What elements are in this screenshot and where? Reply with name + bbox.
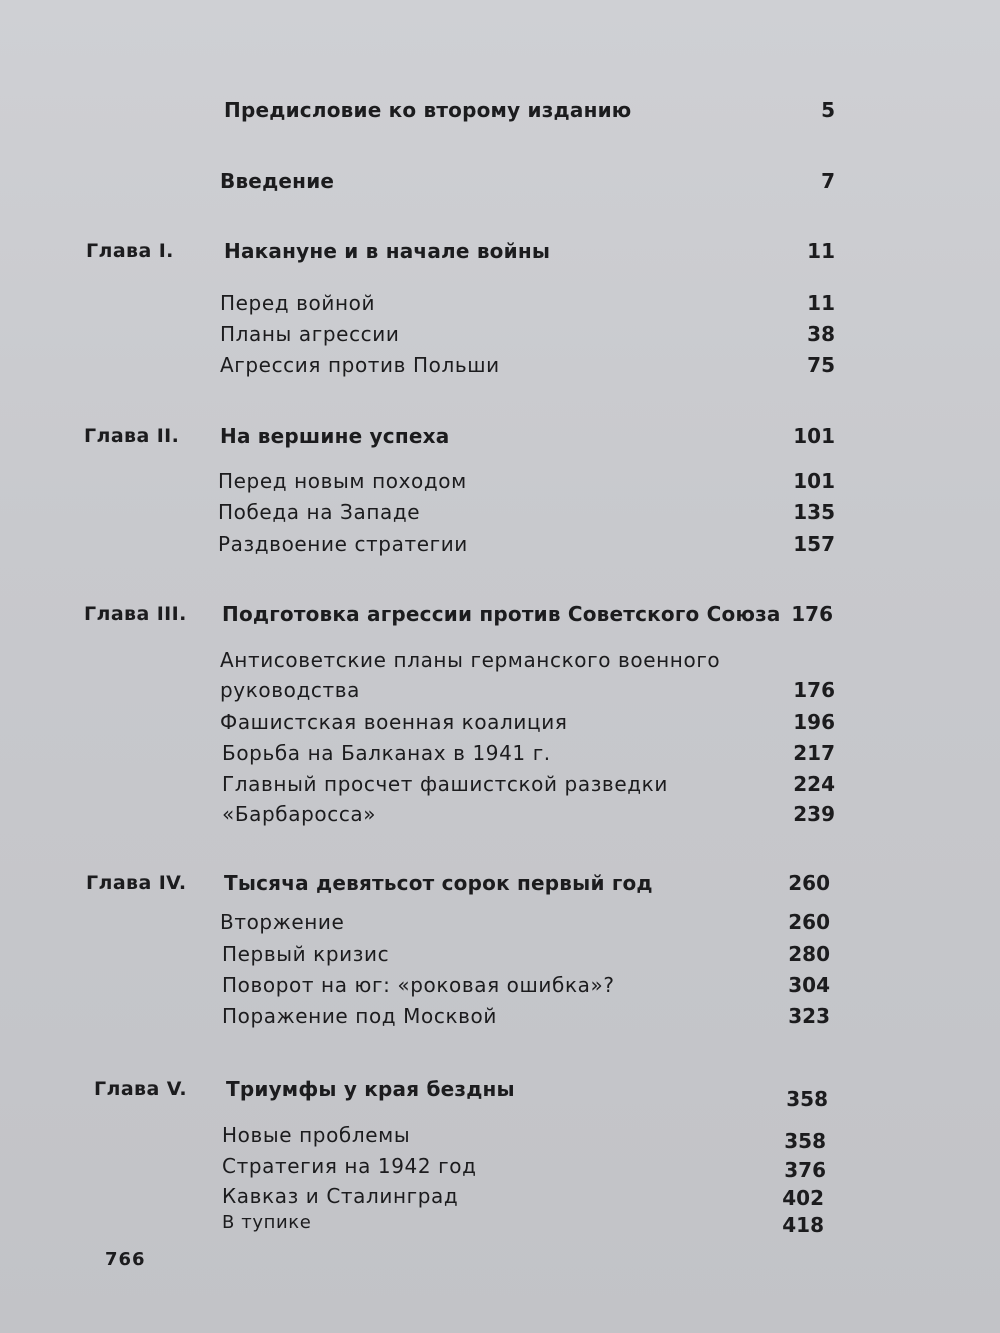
chapter-title: Триумфы у края бездны xyxy=(226,1077,515,1101)
toc-chapter-4 xyxy=(0,866,1000,900)
toc-chapter-2 xyxy=(0,419,1000,453)
section-title: «Барбаросса» xyxy=(222,802,377,826)
chapter-title: Подготовка агрессии против Советского Союза xyxy=(222,602,781,626)
toc-section xyxy=(0,348,1000,382)
section-page: 11 xyxy=(807,291,835,315)
toc-section xyxy=(0,286,1000,320)
toc-entry-preface xyxy=(0,93,1000,127)
section-page: 418 xyxy=(782,1213,824,1237)
section-title: Победа на Западе xyxy=(218,500,421,524)
section-page: 323 xyxy=(788,1004,830,1028)
toc-section xyxy=(0,643,1000,677)
toc-entry-introduction xyxy=(0,164,1000,198)
section-title: Фашистская военная коалиция xyxy=(220,710,568,734)
toc-section xyxy=(0,1206,1000,1240)
chapter-label: Глава III. xyxy=(84,603,187,625)
section-title: руководства xyxy=(220,678,360,702)
toc-section xyxy=(0,673,1000,707)
chapter-label: Глава IV. xyxy=(86,872,187,894)
chapter-title: Накануне и в начале войны xyxy=(224,239,551,263)
toc-section xyxy=(0,317,1000,351)
toc-section xyxy=(0,797,1000,831)
section-page: 38 xyxy=(807,322,835,346)
chapter-label: Глава II. xyxy=(84,425,180,447)
section-title: Главный просчет фашистской разведки xyxy=(222,772,668,796)
section-page: 224 xyxy=(793,772,835,796)
section-title: Новые проблемы xyxy=(222,1123,411,1147)
section-page: 358 xyxy=(784,1129,826,1153)
section-title: Кавказ и Сталинград xyxy=(222,1184,459,1208)
page-number: 766 xyxy=(105,1249,146,1270)
toc-entry-title: Предисловие ко второму изданию xyxy=(224,98,632,122)
chapter-page: 11 xyxy=(807,239,835,263)
toc-section xyxy=(0,736,1000,770)
section-page: 304 xyxy=(788,973,830,997)
section-page: 376 xyxy=(784,1158,826,1182)
toc-section xyxy=(0,527,1000,561)
toc-section xyxy=(0,968,1000,1002)
section-page: 217 xyxy=(793,741,835,765)
section-title: В тупике xyxy=(222,1212,312,1233)
section-page: 402 xyxy=(782,1186,824,1210)
chapter-page: 260 xyxy=(788,871,830,895)
section-page: 196 xyxy=(793,710,835,734)
chapter-page: 101 xyxy=(793,424,835,448)
section-page: 280 xyxy=(788,942,830,966)
toc-chapter-3 xyxy=(0,597,1000,631)
section-page: 239 xyxy=(793,802,835,826)
section-page: 101 xyxy=(793,469,835,493)
toc-section xyxy=(0,999,1000,1033)
chapter-label: Глава I. xyxy=(86,240,174,262)
section-title: Антисоветские планы германского военного xyxy=(220,648,721,672)
section-page: 135 xyxy=(793,500,835,524)
toc-section xyxy=(0,1118,1000,1152)
section-page: 157 xyxy=(793,532,835,556)
toc-section xyxy=(0,495,1000,529)
toc-section xyxy=(0,905,1000,939)
chapter-page: 358 xyxy=(786,1087,828,1111)
toc-entry-title: Введение xyxy=(220,169,335,193)
chapter-page: 176 xyxy=(791,602,833,626)
section-title: Вторжение xyxy=(220,910,345,934)
chapter-title: Тысяча девятьсот сорок первый год xyxy=(224,871,653,895)
chapter-label: Глава V. xyxy=(94,1078,187,1100)
section-title: Агрессия против Польши xyxy=(220,353,500,377)
section-title: Раздвоение стратегии xyxy=(218,532,468,556)
section-page: 176 xyxy=(793,678,835,702)
section-title: Планы агрессии xyxy=(220,322,400,346)
section-title: Стратегия на 1942 год xyxy=(222,1154,477,1178)
toc-entry-page: 5 xyxy=(821,98,835,122)
section-page: 75 xyxy=(807,353,835,377)
section-title: Борьба на Балканах в 1941 г. xyxy=(222,741,551,765)
section-title: Первый кризис xyxy=(222,942,390,966)
chapter-title: На вершине успеха xyxy=(220,424,450,448)
section-title: Поражение под Москвой xyxy=(222,1004,497,1028)
toc-section xyxy=(0,1149,1000,1183)
toc-section xyxy=(0,705,1000,739)
toc-section xyxy=(0,937,1000,971)
section-title: Перед новым походом xyxy=(218,469,467,493)
toc-section xyxy=(0,464,1000,498)
toc-section xyxy=(0,767,1000,801)
toc-chapter-5 xyxy=(0,1072,1000,1111)
toc-chapter-1 xyxy=(0,234,1000,268)
toc-entry-page: 7 xyxy=(821,169,835,193)
section-title: Перед войной xyxy=(220,291,376,315)
section-page: 260 xyxy=(788,910,830,934)
section-title: Поворот на юг: «роковая ошибка»? xyxy=(222,973,615,997)
